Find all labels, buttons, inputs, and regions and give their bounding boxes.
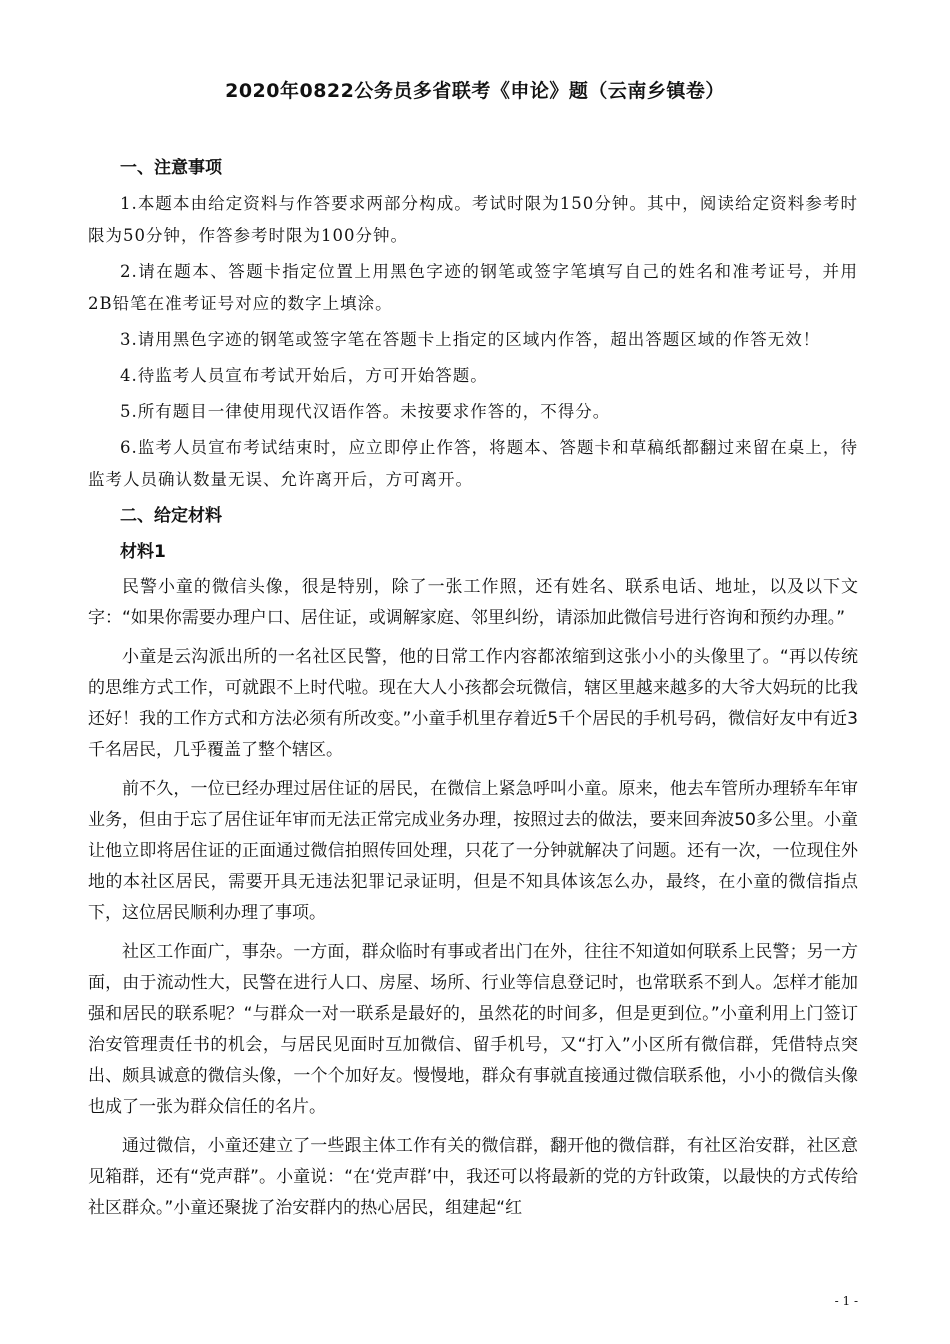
material-paragraph: 社区工作面广，事杂。一方面，群众临时有事或者出门在外，往往不知道如何联系上民警；另一方面，由于流动性大，民警在进行人口、房屋、场所、行业等信息登记时，也常联系不到人。怎样才能加强和居民的联系呢？“与群众一对一联系是最好的，虽然花的时间多，但是更到位。”小童利用上门签订治安管理责任书的机会，与居民见面时互加微信、留手机号，又“打入”小区所有微信群，凭借特点突出、颇具诚意的微信头像，一个个加好友。慢慢地，群众有事就直接通过微信联系他，小小的微信头像也成了一张为群众信任的名片。: [88, 942, 858, 1117]
notice-item: 2.请在题本、答题卡指定位置上用黑色字迹的钢笔或签字笔填写自己的姓名和准考证号，并用2B铅笔在准考证号对应的数字上填涂。: [88, 262, 858, 313]
material-paragraph: 前不久，一位已经办理过居住证的居民，在微信上紧急呼叫小童。原来，他去车管所办理轿车年审业务，但由于忘了居住证年审而无法正常完成业务办理，按照过去的做法，要来回奔波50多公里。小童让他立即将居住证的正面通过微信拍照传回处理，只花了一分钟就解决了问题。还有一次，一位现住外地的本社区居民，需要开具无违法犯罪记录证明，但是不知具体该怎么办，最终，在小童的微信指点下，这位居民顺利办理了事项。: [88, 779, 858, 923]
notice-item: 1.本题本由给定资料与作答要求两部分构成。考试时限为150分钟。其中，阅读给定资料参考时限为50分钟，作答参考时限为100分钟。: [88, 194, 858, 245]
notice-item: 3.请用黑色字迹的钢笔或签字笔在答题卡上指定的区域内作答，超出答题区域的作答无效！: [120, 330, 821, 349]
section-heading-materials: 二、给定材料: [120, 506, 222, 526]
section-heading-notice: 一、注意事项: [120, 158, 222, 178]
document-title: 2020年0822公务员多省联考《申论》题（云南乡镇卷）: [225, 80, 725, 102]
notice-item: 4.待监考人员宣布考试开始后，方可开始答题。: [120, 366, 488, 385]
material-label: 材料1: [120, 542, 166, 562]
page-number: - 1 -: [834, 1294, 858, 1308]
material-paragraph: 民警小童的微信头像，很是特别，除了一张工作照，还有姓名、联系电话、地址，以及以下文字：“如果你需要办理户口、居住证，或调解家庭、邻里纠纷，请添加此微信号进行咨询和预约办理。”: [88, 577, 858, 628]
material-paragraph: 小童是云沟派出所的一名社区民警，他的日常工作内容都浓缩到这张小小的头像里了。“再以传统的思维方式工作，可就跟不上时代啦。现在大人小孩都会玩微信，辖区里越来越多的大爷大妈玩的比我还好！我的工作方式和方法必须有所改变。”小童手机里存着近5千个居民的手机号码，微信好友中有近3千名居民，几乎覆盖了整个辖区。: [88, 647, 858, 760]
notice-item: 5.所有题目一律使用现代汉语作答。未按要求作答的，不得分。: [120, 402, 611, 421]
document-body: [88, 152, 858, 1232]
notice-item: 6.监考人员宣布考试结束时，应立即停止作答，将题本、答题卡和草稿纸都翻过来留在桌上，待监考人员确认数量无误、允许离开后，方可离开。: [88, 438, 858, 489]
material-paragraph: 通过微信，小童还建立了一些跟主体工作有关的微信群，翻开他的微信群，有社区治安群，社区意见箱群，还有“党声群”。小童说：“在‘党声群’中，我还可以将最新的党的方针政策，以最快的方式传给社区群众。”小童还聚拢了治安群内的热心居民，组建起“红: [88, 1136, 858, 1218]
